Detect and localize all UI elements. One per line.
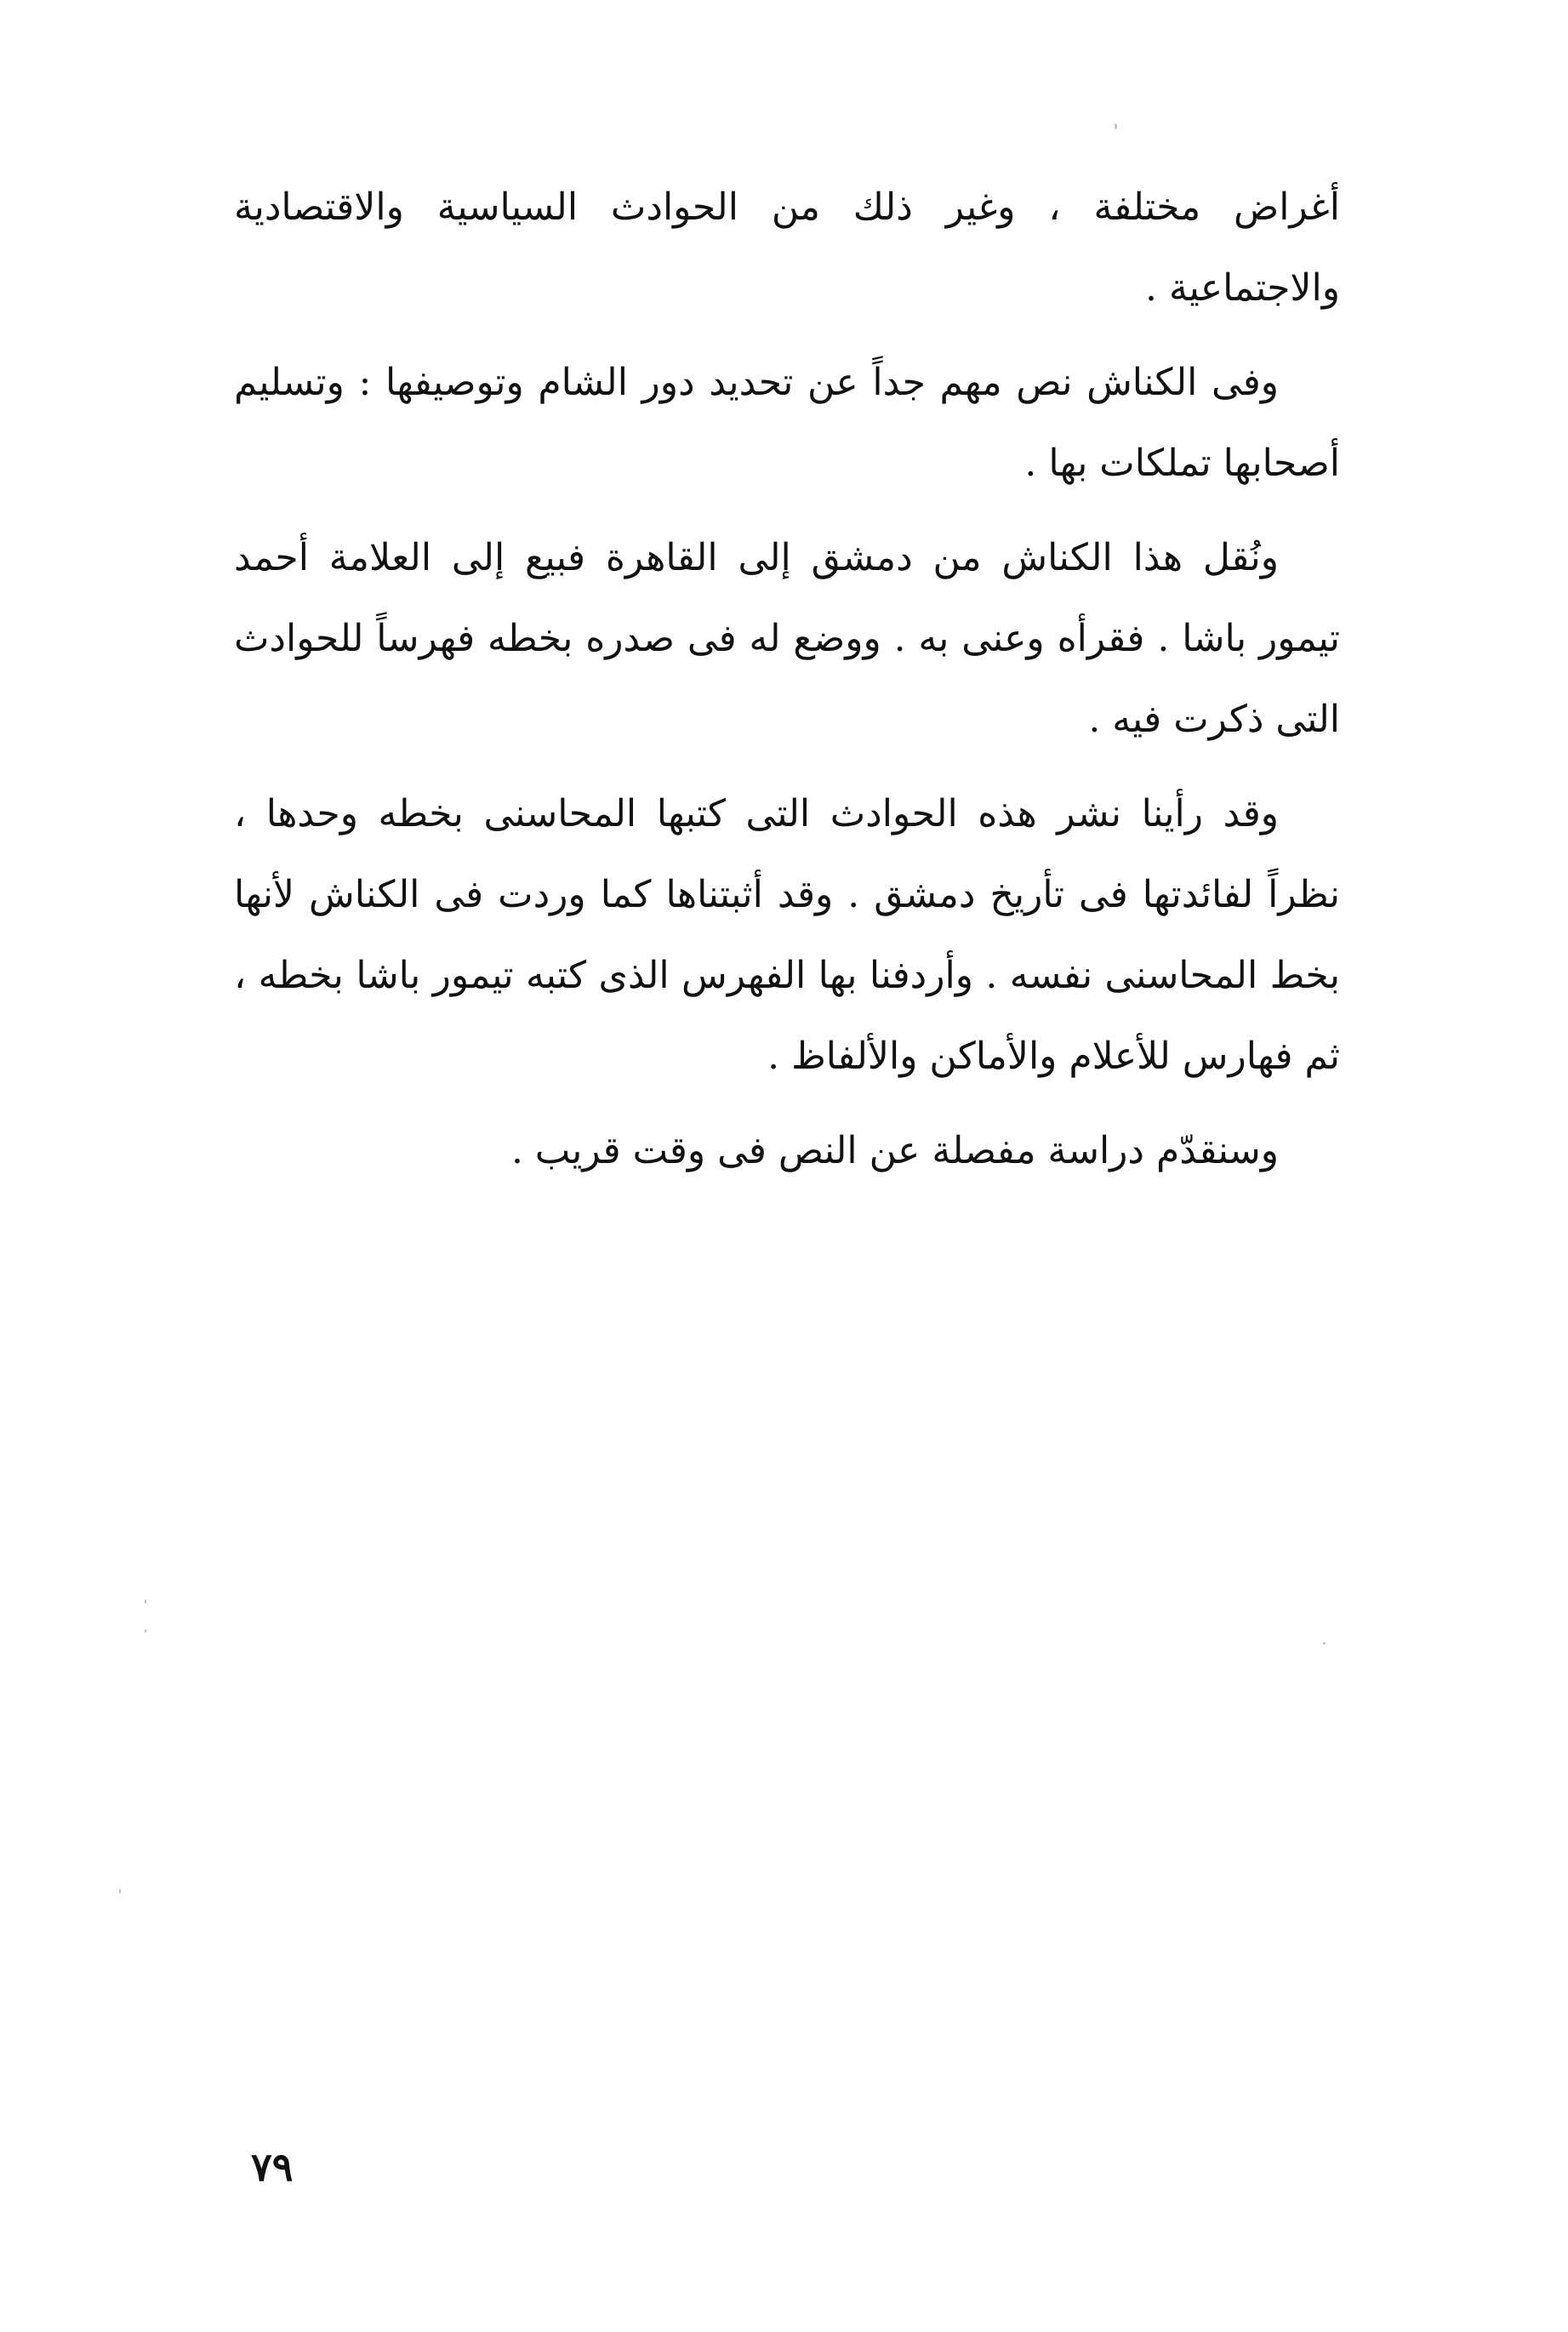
scan-speck xyxy=(1323,1642,1326,1645)
body-text xyxy=(234,167,1340,1205)
scan-speck xyxy=(1115,123,1117,129)
paragraph-3: ونُقل هذا الكناش من دمشق إلى القاهرة فبيع إلى العلامة أحمد تيمور باشا . فقرأه وعنى به . ووضع له فى صدره بخطه فهرساً للحوادث التى ذكرت فيه . xyxy=(234,536,1340,741)
scan-speck xyxy=(145,1599,146,1604)
paragraph-5: وسنقدّم دراسة مفصلة عن النص فى وقت قريب . xyxy=(510,1129,1279,1172)
paragraph-2: وفى الكناش نص مهم جداً عن تحديد دور الشام وتوصيفها : وتسليم أصحابها تملكات بها . xyxy=(234,361,1340,485)
paragraph-1: أغراض مختلفة ، وغير ذلك من الحوادث السياسية والاقتصادية والاجتماعية . xyxy=(234,185,1340,310)
paragraph-4: وقد رأينا نشر هذه الحوادث التى كتبها المحاسنى بخطه وحدها ، نظراً لفائدتها فى تأريخ دمشق . وقد أثبتناها كما وردت فى الكناش لأنها بخط المحاسنى نفسه . وأردفنا بها الفهرس الذى كتبه تيمور باشا بخطه ، ثم فهارس للأعلام والأماكن والألفاظ . xyxy=(234,792,1340,1078)
page-number: ٧٩ xyxy=(251,2144,294,2190)
scan-speck xyxy=(145,1629,146,1633)
scan-speck xyxy=(119,1889,121,1894)
